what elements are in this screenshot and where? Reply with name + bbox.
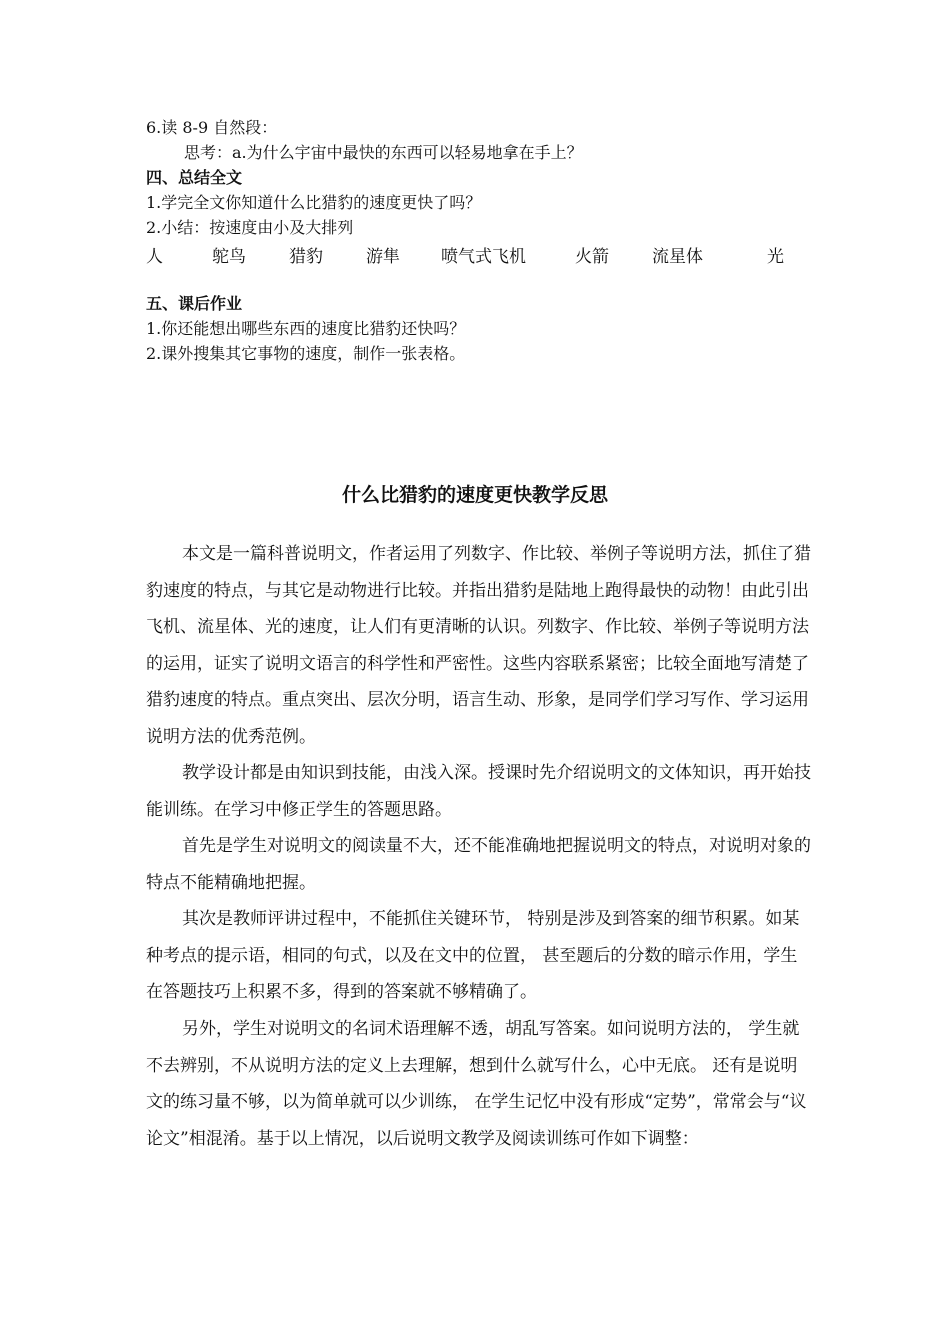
sequence-item: 猎豹 (289, 247, 323, 267)
sequence-item: 火箭 (575, 247, 609, 267)
summary-question-1: 1.学完全文你知道什么比猎豹的速度更快了吗？ (146, 193, 482, 212)
reflection-paragraph: 其次是教师评讲过程中，不能抓住关键环节， 特别是涉及到答案的细节积累。如某种考点的提示语，相同的句式，以及在文中的位置， 甚至题后的分数的暗示作用，学生在答题技巧上积累不多，得到的答案就不够精确了。 (146, 909, 800, 1002)
homework-2: 2.课外搜集其它事物的速度，制作一张表格。 (146, 344, 466, 363)
homework-1: 1.你还能想出哪些东西的速度比猎豹还快吗？ (146, 319, 466, 338)
sequence-item: 人 (146, 247, 163, 267)
sequence-item: 鸵鸟 (212, 247, 246, 267)
sequence-item: 游隼 (366, 247, 400, 267)
think-question-line: 思考：a.为什么宇宙中最快的东西可以轻易地拿在手上？ (184, 143, 583, 162)
reflection-paragraph: 教学设计都是由知识到技能，由浅入深。授课时先介绍说明文的文体知识，再开始技能训练。在学习中修正学生的答题思路。 (146, 763, 811, 820)
reflection-paragraph: 另外，学生对说明文的名词术语理解不透，胡乱写答案。如问说明方法的， 学生就不去辨别，不从说明方法的定义上去理解，想到什么就写什么，心中无底。 还有是说明文的练习量不够，以为简单就可以少训练， 在学生记忆中没有形成“定势”，常常会与“议论文”相混淆。基于以上情况，以后说明文教学及阅读训练可作如下调整： (146, 1019, 807, 1149)
section-5-heading: 五、课后作业 (146, 294, 243, 313)
reflection-paragraph: 首先是学生对说明文的阅读量不大，还不能准确地把握说明文的特点，对说明对象的特点不能精确地把握。 (146, 836, 811, 893)
sequence-item: 光 (767, 247, 784, 267)
speed-sequence (0, 242, 950, 266)
step-6-line: 6.读 8-9 自然段： (146, 118, 278, 137)
reflection-paragraph: 本文是一篇科普说明文，作者运用了列数字、作比较、举例子等说明方法，抓住了猎豹速度的特点，与其它是动物进行比较。并指出猎豹是陆地上跑得最快的动物！由此引出飞机、流星体、光的速度，让人们有更清晰的认识。列数字、作比较、举例子等说明方法的运用，证实了说明文语言的科学性和严密性。这些内容联系紧密；比较全面地写清楚了猎豹速度的特点。重点突出、层次分明，语言生动、形象，是同学们学习写作、学习运用说明方法的优秀范例。 (146, 544, 811, 747)
sequence-item: 流星体 (652, 247, 703, 267)
summary-question-2: 2.小结：按速度由小及大排列 (146, 218, 354, 237)
sequence-item: 喷气式飞机 (441, 247, 526, 267)
reflection-title: 什么比猎豹的速度更快教学反思 (341, 484, 608, 506)
section-4-heading: 四、总结全文 (146, 168, 243, 187)
